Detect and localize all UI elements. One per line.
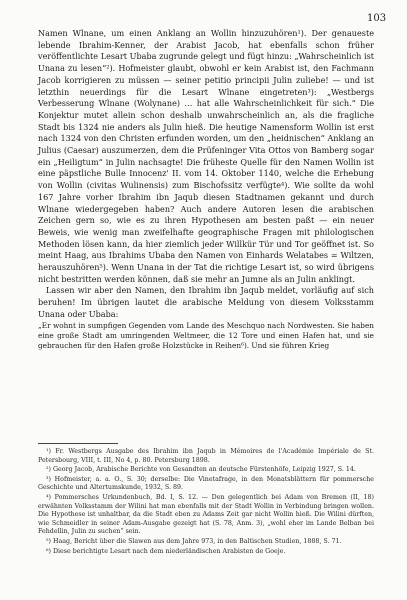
footnote: ⁴) Pommersches Urkundenbuch, Bd. I, S. 12. — Den gelegentlich bei Adam von Bremen (II, 18) erwähnten Volksstamm der Wilini hat man ebenfalls mit der Stadt Wollin in Verbindung bringen wollen. Die Hypothese ist unhaltbar, da die Stadt eben zu Adams Zeit gar nicht Wollin hieß. Die Wilini dürften, wie Schmeidler in seiner Adam-Ausgabe gezeigt hat (S. 78, Anm. 3), „wohl eher im Lande Belban bei Fehdellin, Julin zu suchen“ sein. xyxy=(38,493,374,536)
footnotes xyxy=(38,443,374,557)
footnote: ⁵) Haag, Bericht über die Slawen aus dem Jahre 973, in den Baltischen Studien, 1888, S. 71. xyxy=(46,537,342,545)
footnote-rule xyxy=(38,443,118,444)
footnote: ¹) Fr. Westbergs Ausgabe des Ibrahim ibn Jaqub in Mémoires de l'Académie Impériale de St. Petersbourg, VIII, t. III, No 4, p. 80. Petersburg 1898. xyxy=(38,448,374,464)
paragraph: Lassen wir aber den Namen, den Ibrahim ibn Jaqub meldet, vorläufig auf sich beruhen! Im übrigen lautet die arabische Meldung von diesem Volksstamm Unana oder Ubaba: xyxy=(38,285,374,319)
footnote: ²) Georg Jacob, Arabische Berichte von Gesandten an deutsche Fürstenhöfe, Leipzig 1927, S. 14. xyxy=(46,466,356,474)
paragraph: Namen Wlnane, um einen Anklang an Wollin hinzuzuhören¹). Der genaueste lebende Ibrahim-Kenner, der Arabist Jacob, hat ebenfalls schon früher veröffentlichte Lesart Ubaba zugrunde gelegt und fügt hinzu: „Wahrscheinlich ist Unana zu lesen“²). Hofmeister glaubt, obwohl er kein Arabist ist, den Fachmann Jacob korrigieren zu müssen — seiner petitio principii Julin zuliebe! — und ist letzthin neuerdings für die Lesart Wlnane eingetreten³): „Westbergs Verbesserung Wlnane (Wolynane) … hat alle Wahrscheinlichkeit für sich.“ Die Konjektur mutet allein schon deshalb unwahrscheinlich an, als die fragliche Stadt bis 1324 nie anders als Julin hieß. Die heutige Namensform Wollin ist erst nach 1324 von den Christen erfunden worden, um den „heidnischen“ Anklang an Julius (Caesar) auszumerzen, dem die Prüfeninger Vita Ottos von Bamberg sogar ein „Heiligtum“ in Julin nachsagte! Die früheste Quelle für den Namen Wollin ist eine päpstliche Bulle Innocenz' II. vom 14. Oktober 1140, welche die Erhebung von Wollin (civitas Wulinensis) zum Bischofssitz verfügte⁴). Wie sollte da wohl 167 Jahre vorher Ibrahim ibn Jaqub diesen Stadtnamen gekannt und durch Wlnane wiedergegeben haben? Auch andere Autoren lesen die arabischen Zeichen gern so, wie es zu ihren Hypothesen am besten paßt — ein neuer Beweis, wie wenig man zweifelhafte geographische Fragen mit philologischen Methoden lösen kann, da hier ziemlich jeder Willkür Tür und Tor geöffnet ist. So meint Haag, aus Ibrahims Ubaba den Namen von Einhards Welatabes = Wiltzen, herauszuhören⁵). Wenn Unana in der Tat die richtige Lesart ist, so wird übrigens nicht bestritten werden können, daß sie mehr an Jumne als an Julin anklingt. xyxy=(38,28,374,284)
page-number: 103 xyxy=(367,13,387,24)
footnote: ⁶) Diese berichtigte Lesart nach dem niederländischen Arabisten de Goeje. xyxy=(46,547,286,555)
main-text xyxy=(38,28,374,351)
footnote: ³) Hofmeister, a. a. O., S. 30; derselbe: Die Vinetafrage, in den Monatsblättern für pommersche Geschichte und Altertumskunde, 1932, S. 89. xyxy=(38,475,374,492)
block-quote: „Er wohnt in sumpfigen Gegenden vom Lande des Meschquo nach Nordwesten. Sie haben eine große Stadt am umringenden Weltmeer, die 12 Tore und einen Hafen hat, und sie gebrauchen für den Hafen große Holzstücke in Reihen⁶). Und sie führen Krieg xyxy=(38,320,374,350)
